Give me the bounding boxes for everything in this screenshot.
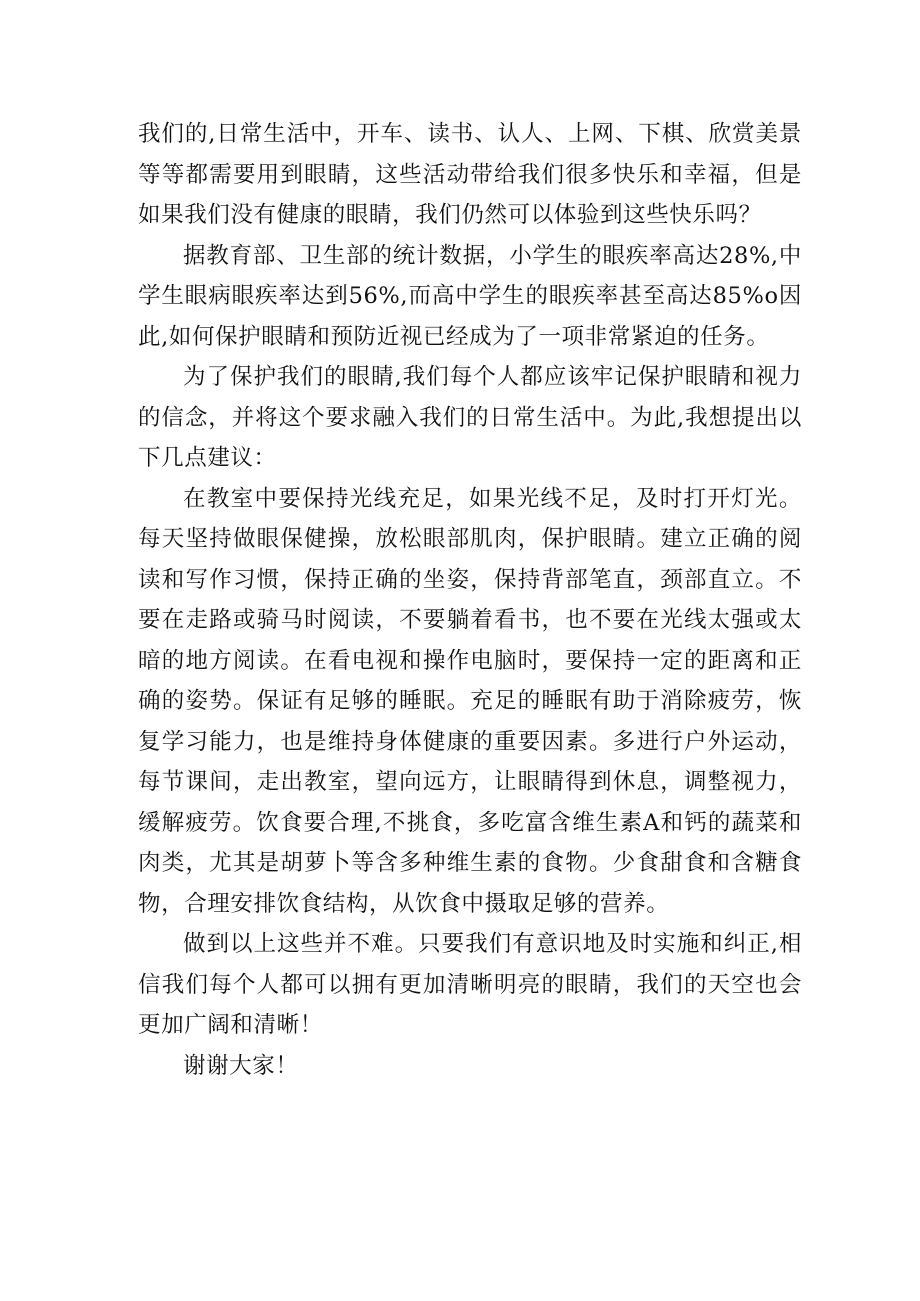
document-page (138, 114, 802, 1086)
paragraph-thanks: 谢谢大家！ (183, 1052, 299, 1079)
paragraph-conclusion: 做到以上这些并不难。只要我们有意识地及时实施和纠正,相信我们每个人都可以拥有更加清晰明亮的眼睛，我们的天空也会更加广阔和清晰！ (138, 931, 802, 1038)
paragraph-suggestions: 在教室中要保持光线充足，如果光线不足，及时打开灯光。每天坚持做眼保健操，放松眼部肌肉，保护眼睛。建立正确的阅读和写作习惯，保持正确的坐姿，保持背部笔直，颈部直立。不要在走路或骑马时阅读，不要躺着看书，也不要在光线太强或太暗的地方阅读。在看电视和操作电脑时，要保持一定的距离和正确的姿势。保证有足够的睡眠。充足的睡眠有助于消除疲劳，恢复学习能力，也是维持身体健康的重要因素。多进行户外运动，每节课间，走出教室，望向远方，让眼睛得到休息，调整视力，缓解疲劳。饮食要合理,不挑食，多吃富含维生素A和钙的蔬菜和肉类，尤其是胡萝卜等含多种维生素的食物。少食甜食和含糖食物，合理安排饮食结构，从饮食中摄取足够的营养。 (138, 485, 802, 917)
paragraph-statistics: 据教育部、卫生部的统计数据，小学生的眼疾率高达28%,中学生眼病眼疾率达到56%,而高中学生的眼疾率甚至高达85%o因此,如何保护眼睛和预防近视已经成为了一项非常紧迫的任务。 (138, 242, 802, 350)
paragraph-call-to-action: 为了保护我们的眼睛,我们每个人都应该牢记保护眼睛和视力的信念，并将这个要求融入我们的日常生活中。为此,我想提出以下几点建议： (138, 364, 802, 471)
paragraph-intro: 我们的,日常生活中，开车、读书、认人、上网、下棋、欣赏美景等等都需要用到眼睛，这些活动带给我们很多快乐和幸福，但是如果我们没有健康的眼睛，我们仍然可以体验到这些快乐吗？ (138, 121, 802, 228)
